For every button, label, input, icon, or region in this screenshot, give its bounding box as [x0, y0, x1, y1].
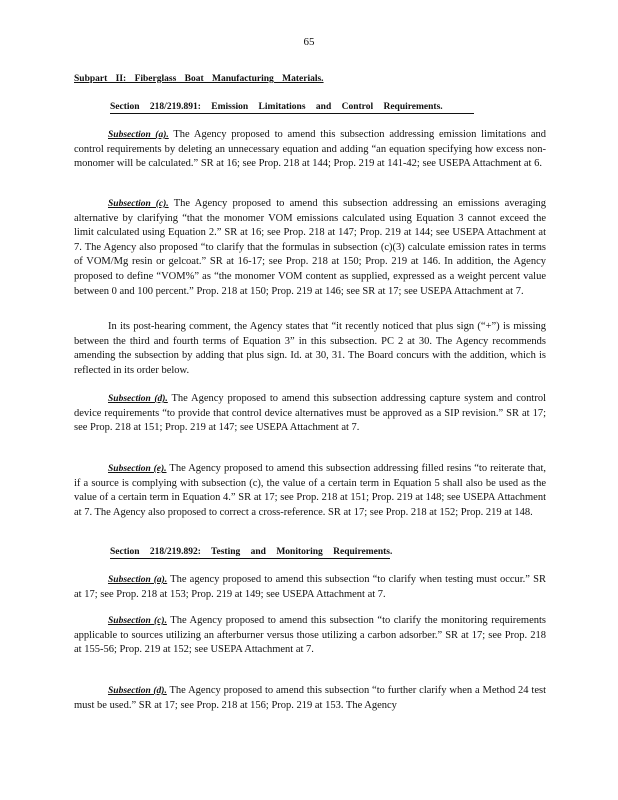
- subsection-label: Subsection (a).: [108, 130, 169, 140]
- paragraph-891-c: [74, 197, 546, 299]
- paragraph-text: The Agency proposed to amend this subsection addressing filled resins “to reiterate that, if a source is complying with subsection (c), the value of a certain term in Equation 5 shall also be used as the value of a certain term in Equation 4.” SR at 17; see Prop. 218 at 151; Prop. 219 at 148; see USEPA Attachment at 7. The Agency also proposed to correct a cross-reference. SR at 17; see Prop. 218 at 152; Prop. 219 at 148.: [74, 463, 546, 518]
- subsection-label: Subsection (c).: [108, 199, 169, 209]
- paragraph-892-d: [74, 684, 546, 713]
- subsection-label: Subsection (c).: [108, 616, 167, 626]
- paragraph-892-c: [74, 614, 546, 658]
- paragraph-text: The Agency proposed to amend this subsection addressing an emissions averaging alternative by clarifying “that the monomer VOM emissions calculated using Equation 3 cannot exceed the limit calculated using Equation 2.” SR at 16; see Prop. 218 at 147; Prop. 219 at 144; see USEPA Attachment at 7. The Agency also proposed “to clarify that the formulas in subsection (c)(3) calculate emission rates in terms of VOM/Mg resin or gelcoat.” SR at 16-17; see Prop. 218 at 150; Prop. 219 at 146. In addition, the Agency proposed to define “VOM%” as “the monomer VOM content as supplied, expressed as a weight percent value between 0 and 100 percent.” Prop. 218 at 150; Prop. 219 at 146; see SR at 17; see USEPA Attachment at 7.: [74, 198, 547, 297]
- subsection-label: Subsection (e).: [108, 464, 167, 474]
- paragraph-891-e: [74, 462, 546, 520]
- subsection-label: Subsection (d).: [108, 686, 167, 696]
- paragraph-text: The Agency proposed to amend this subsection addressing emission limitations and control requirements by deleting an unnecessary equation and adding “an equation specifying how excess non-monomer will be calculated.” SR at 16; see Prop. 218 at 144; Prop. 219 at 141-42; see USEPA Attachment at 6.: [74, 129, 546, 170]
- section-heading-text: Section 218/219.892: Testing and Monitoring Requirements.: [110, 547, 393, 557]
- paragraph-891-c-continued: [74, 320, 546, 378]
- paragraph-text: The Agency proposed to amend this subsection “to further clarify when a Method 24 test must be used.” SR at 17; see Prop. 218 at 156; Prop. 219 at 153. The Agency: [74, 685, 546, 711]
- paragraph-text: The agency proposed to amend this subsection “to clarify when testing must occur.” SR at 17; see Prop. 218 at 153; Prop. 219 at 149; see USEPA Attachment at 7.: [74, 574, 546, 600]
- paragraph-891-a: [74, 128, 546, 172]
- subsection-label: Subsection (a).: [108, 575, 168, 585]
- section-rule: [110, 113, 474, 114]
- paragraph-text: The Agency proposed to amend this subsection addressing capture system and control device requirements “to provide that control device alternatives must be approved as a SIP revision.” SR at 17; see Prop. 218 at 151; Prop. 219 at 147; see USEPA Attachment at 7.: [74, 393, 547, 434]
- page-number: 65: [303, 36, 315, 48]
- paragraph-text: The Agency proposed to amend this subsection “to clarify the monitoring requirements applicable to sources utilizing an afterburner versus those utilizing a carbon adsorber.” SR at 17; see Prop. 218 at 155-56; Prop. 219 at 152; see USEPA Attachment at 7.: [74, 615, 547, 656]
- subpart-heading: Subpart II: Fiberglass Boat Manufacturing Materials.: [74, 74, 324, 84]
- paragraph-text: In its post-hearing comment, the Agency states that “it recently noticed that plus sign (“+”) is missing between the third and fourth terms of Equation 3” in this subsection. PC 2 at 30. The Agency recommends amending the subsection by adding that plus sign. Id. at 30, 31. The Board concurs with the addition, which is reflected in its order below.: [74, 321, 546, 376]
- section-rule: [110, 558, 390, 559]
- section-heading-892: [110, 547, 392, 557]
- subsection-label: Subsection (d).: [108, 394, 168, 404]
- paragraph-891-d: [74, 392, 546, 436]
- section-heading-text: Section 218/219.891: Emission Limitations and Control Requirements.: [110, 102, 443, 112]
- paragraph-892-a: [74, 573, 546, 602]
- section-heading-891: [110, 102, 443, 112]
